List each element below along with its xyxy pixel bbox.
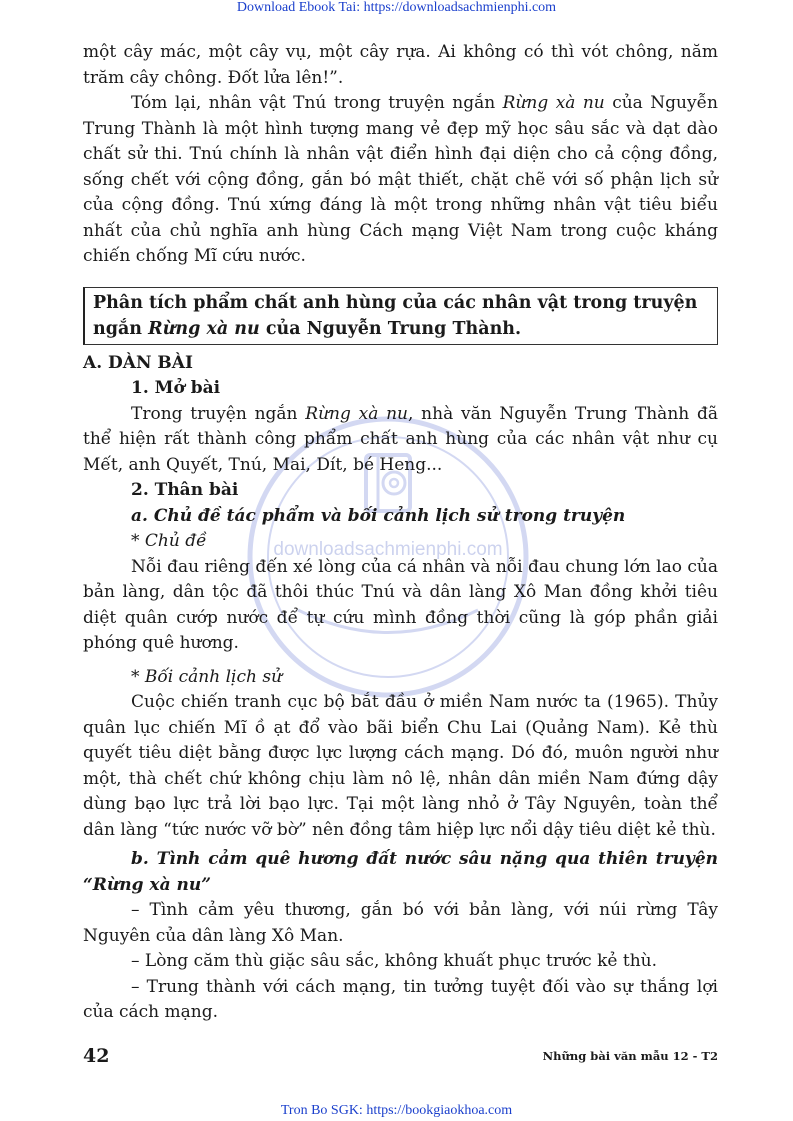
paragraph <box>83 91 718 270</box>
subsection-heading: b. Tình cảm quê hương đất nước sâu nặng qua thiên truyện “Rừng xà nu” <box>83 849 718 895</box>
list-item: – Tình cảm yêu thương, gắn bó với bản làng, với núi rừng Tây Nguyên của dân làng Xô Man. <box>83 900 718 946</box>
text: , nhà văn Nguyễn Trung Thành đã thể hiện rất thành công phẩm chất anh hùng của các nhân vật như cụ Mết, anh Quyết, Tnú, Mai, Dít, bé Heng... <box>83 403 718 475</box>
paragraph: Cuộc chiến tranh cục bộ bắt đầu ở miền Nam nước ta (1965). Thủy quân lục chiến Mĩ ồ ạt đổ vào bãi biển Chu Lai (Quảng Nam). Kẻ thù quyết tiêu diệt bằng được lực lượng cách mạng. Dó đó, muôn người như một, thà chết chứ không chịu làm nô lệ, nhân dân miền Nam đứng dậy dùng bạo lực trả lời bạo lực. Tại một làng nhỏ ở Tây Nguyên, toàn thể dân làng “tức nước vỡ bờ” nên đồng tâm hiệp lực nổi dậy tiêu diệt kẻ thù. <box>83 692 718 840</box>
page-body <box>83 40 718 1026</box>
list-item: – Lòng căm thù giặc sâu sắc, không khuất phục trước kẻ thù. <box>131 951 657 971</box>
text: Tóm lại, nhân vật Tnú trong truyện ngắn <box>131 93 503 113</box>
subsection-heading: 1. Mở bài <box>131 378 221 398</box>
sgk-link[interactable]: Tron Bo SGK: https://bookgiaokhoa.com <box>280 1103 513 1118</box>
text: Trong truyện ngắn <box>131 403 306 424</box>
paragraph: Nỗi đau riêng đến xé lòng của cá nhân và nỗi đau chung lớn lao của bản làng, dân tộc đã thôi thúc Tnú và dân làng Xô Man đồng khởi tiêu diệt quân cướp nước để tự cứu mình đồng thời cũng là góp phần giải phóng quê hương. <box>83 556 718 653</box>
paragraph: một cây mác, một cây vụ, một cây rựa. Ai không có thì vót chông, năm trăm cây chông. Đốt lửa lên!”. <box>83 42 718 88</box>
subsection-heading: 2. Thân bài <box>131 480 239 500</box>
text: của Nguyễn Trung Thành. <box>259 318 522 339</box>
section-heading: A. DÀN BÀI <box>83 352 193 373</box>
work-title: Rừng xà nu <box>148 318 260 339</box>
work-title: Rừng xà nu <box>305 403 408 424</box>
download-link[interactable]: Download Ebook Tai: https://downloadsachmienphi.com <box>236 0 557 15</box>
paragraph <box>83 402 718 479</box>
note-label: * Chủ đề <box>131 531 207 551</box>
essay-topic-box <box>83 287 718 345</box>
book-title: Những bài văn mẫu 12 - T2 <box>542 1049 718 1063</box>
note-label: * Bối cảnh lịch sử <box>131 666 283 687</box>
text: của Nguyễn Trung Thành là một hình tượng mang vẻ đẹp mỹ học sâu sắc và dạt dào chất sử thi. Tnú chính là nhân vật điển hình đại diện cho cả cộng đồng, sống chết với cộng đồng, gắn bó mật thiết, chặt chẽ với số phận lịch sử của cộng đồng. Tnú xứng đáng là một trong những nhân vật tiêu biểu nhất của chủ nghĩa anh hùng Cách mạng Việt Nam trong cuộc kháng chiến chống Mĩ cứu nước. <box>83 93 718 266</box>
page-number: 42 <box>83 1045 110 1067</box>
watermark-text: downloadsachmienphi.com <box>273 539 503 560</box>
subsection-heading: a. Chủ đề tác phẩm và bối cảnh lịch sử trong truyện <box>131 505 626 526</box>
page-footer <box>83 1045 718 1069</box>
text: Phân tích phẩm chất anh hùng của các nhân vật trong truyện ngắn <box>93 292 698 339</box>
list-item: – Trung thành với cách mạng, tin tưởng tuyệt đối vào sự thắng lợi của cách mạng. <box>83 976 718 1022</box>
work-title: Rừng xà nu <box>502 93 605 113</box>
